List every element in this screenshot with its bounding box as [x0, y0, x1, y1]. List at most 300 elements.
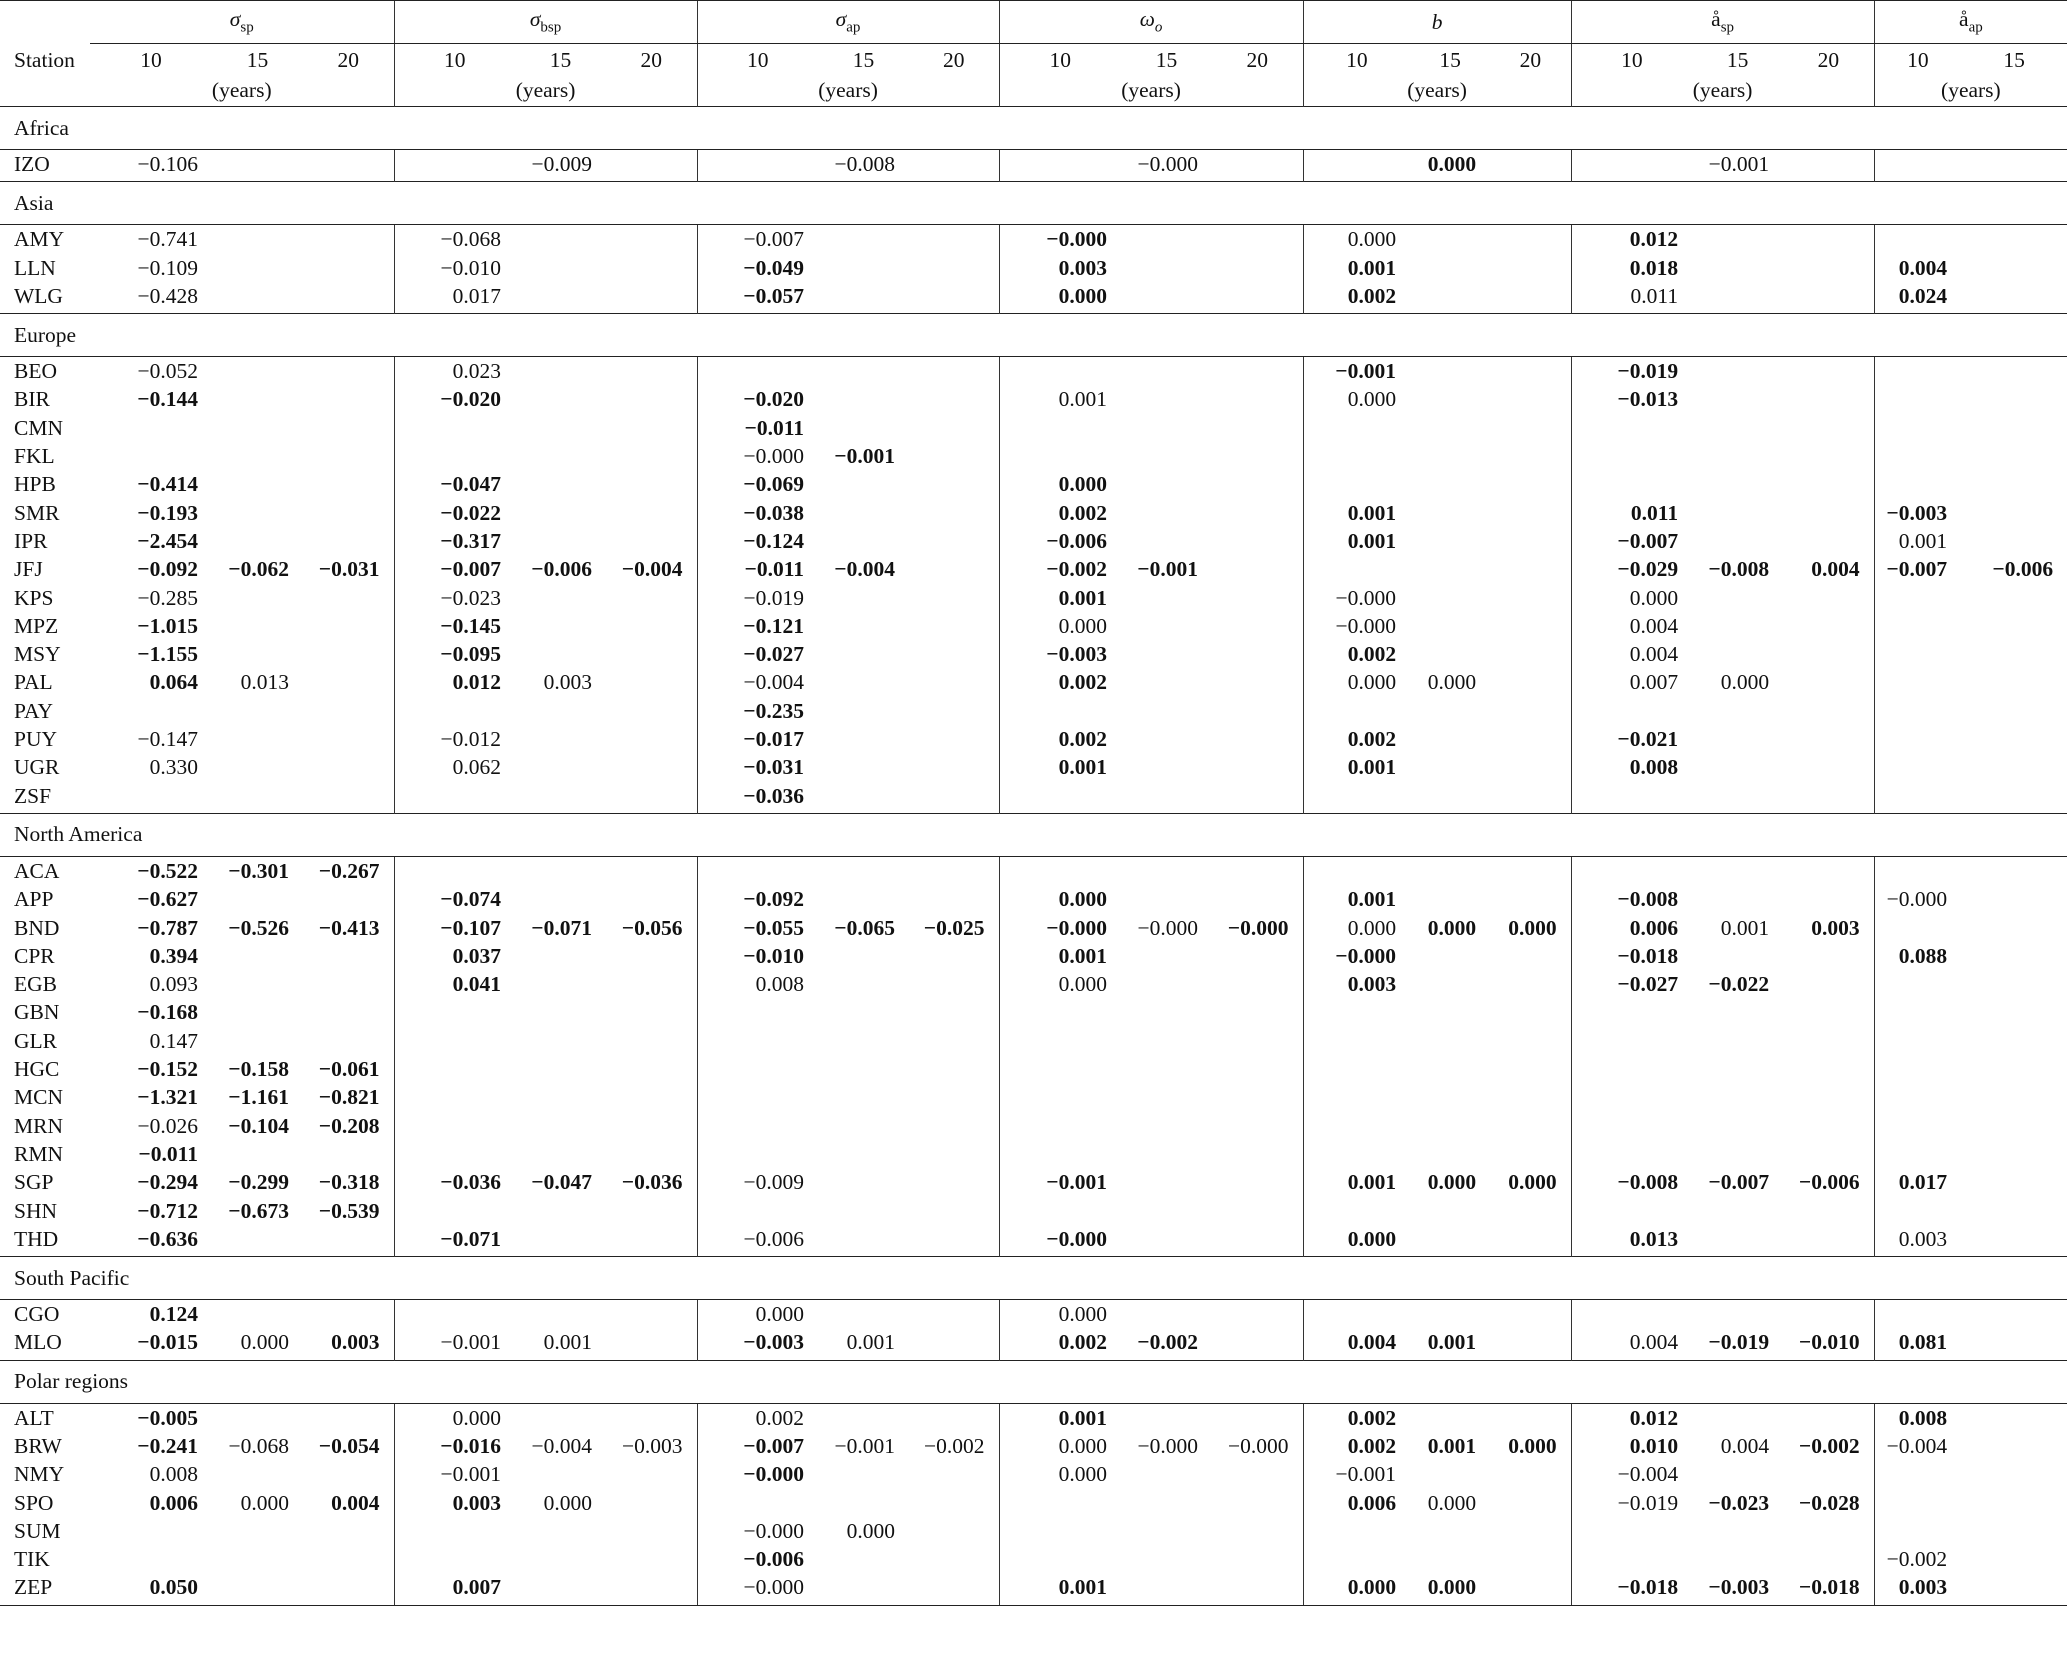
- value-cell: [1692, 357, 1783, 386]
- value-cell: [1490, 282, 1571, 314]
- station-code: ALT: [14, 1405, 54, 1430]
- value-cell: [1874, 998, 1961, 1026]
- value-cell: [303, 782, 394, 814]
- value-cell: [1961, 782, 2067, 814]
- value-cell: [1212, 442, 1303, 470]
- value-cell: −0.065: [834, 915, 896, 940]
- value-cell: [1121, 856, 1212, 885]
- station-code: BND: [14, 915, 60, 940]
- value-cell: [1783, 470, 1874, 498]
- value-cell: [1490, 414, 1571, 442]
- value-cell: −0.000: [697, 1573, 818, 1605]
- value-cell: 0.000: [1427, 915, 1477, 940]
- station-code: FKL: [14, 444, 55, 469]
- value-cell: 0.003: [1874, 1225, 1961, 1257]
- value-cell: 0.000: [1303, 668, 1410, 696]
- value-cell: −0.019: [1571, 1489, 1692, 1517]
- value-cell: [1303, 1055, 1410, 1083]
- value-cell: [1303, 1027, 1410, 1055]
- value-cell: [1410, 1197, 1490, 1225]
- value-cell: [1961, 942, 2067, 970]
- station-code: WLG: [14, 283, 63, 308]
- value-cell: −0.069: [697, 470, 818, 498]
- value-cell: 0.000: [999, 470, 1121, 498]
- value-cell: [1410, 612, 1490, 640]
- value-cell: [1692, 470, 1783, 498]
- value-cell: [909, 1112, 999, 1140]
- value-cell: [1961, 725, 2067, 753]
- value-cell: [1783, 753, 1874, 781]
- value-cell: [1212, 254, 1303, 282]
- value-cell: −0.015: [137, 1330, 198, 1355]
- value-cell: [1212, 753, 1303, 781]
- value-cell: [303, 254, 394, 282]
- value-cell: −0.055: [697, 914, 818, 942]
- value-cell: [212, 499, 303, 527]
- value-cell: [1212, 414, 1303, 442]
- value-cell: [697, 1140, 818, 1168]
- value-cell: [909, 998, 999, 1026]
- value-cell: [1410, 442, 1490, 470]
- value-cell: 0.394: [149, 943, 198, 968]
- value-cell: [1961, 385, 2067, 413]
- value-cell: [1961, 914, 2067, 942]
- group-subscript: o: [1154, 19, 1163, 36]
- value-cell: [212, 150, 303, 182]
- value-cell: [909, 1083, 999, 1111]
- value-cell: 0.024: [1874, 282, 1961, 314]
- value-cell: [1212, 1140, 1303, 1168]
- value-cell: [303, 1300, 394, 1329]
- value-cell: [818, 254, 909, 282]
- value-cell: [1783, 1225, 1874, 1257]
- value-cell: [1303, 470, 1410, 498]
- value-cell: 0.006: [1571, 914, 1692, 942]
- value-cell: 0.001: [1720, 915, 1770, 940]
- value-cell: [606, 225, 697, 254]
- value-cell: [1212, 782, 1303, 814]
- period-header: 10: [140, 48, 162, 72]
- value-cell: 0.001: [1303, 753, 1410, 781]
- value-cell: −0.008: [834, 152, 896, 176]
- value-cell: [1783, 357, 1874, 386]
- value-cell: [1212, 1112, 1303, 1140]
- value-cell: −0.056: [621, 915, 683, 940]
- value-cell: [515, 414, 606, 442]
- group-symbol: ω: [1139, 7, 1155, 32]
- station-row: [0, 1225, 2067, 1257]
- value-cell: [1692, 1083, 1783, 1111]
- value-cell: 0.124: [149, 1302, 198, 1327]
- years-label: (years): [1874, 76, 2067, 107]
- value-cell: [1961, 584, 2067, 612]
- value-cell: [818, 1225, 909, 1257]
- value-cell: [1692, 753, 1783, 781]
- value-cell: [1783, 1403, 1874, 1432]
- value-cell: [1571, 697, 1692, 725]
- value-cell: 0.017: [1874, 1168, 1961, 1196]
- station-row: [0, 1168, 2067, 1196]
- station-row: [0, 668, 2067, 696]
- station-row: [0, 499, 2067, 527]
- period-header: 20: [943, 48, 965, 72]
- value-cell: [1121, 697, 1212, 725]
- value-cell: [515, 527, 606, 555]
- station-row: [0, 1112, 2067, 1140]
- value-cell: [1121, 1545, 1212, 1573]
- value-cell: −0.001: [394, 1460, 515, 1488]
- value-cell: [1212, 1197, 1303, 1225]
- value-cell: [1121, 1300, 1212, 1329]
- value-cell: 0.001: [1427, 1330, 1477, 1355]
- value-cell: [1874, 150, 1961, 182]
- value-cell: [1490, 225, 1571, 254]
- value-cell: [212, 1573, 303, 1605]
- value-cell: −0.018: [1571, 1573, 1692, 1605]
- value-cell: 0.017: [394, 282, 515, 314]
- value-cell: [212, 942, 303, 970]
- value-cell: [999, 1489, 1121, 1517]
- value-cell: 0.004: [331, 1490, 380, 1515]
- value-cell: [818, 725, 909, 753]
- value-cell: −0.038: [697, 499, 818, 527]
- value-cell: [1874, 725, 1961, 753]
- group-subscript: ap: [1968, 19, 1983, 36]
- value-cell: [1121, 254, 1212, 282]
- value-cell: [1961, 1573, 2067, 1605]
- value-cell: −0.061: [318, 1057, 380, 1082]
- value-cell: [909, 357, 999, 386]
- value-cell: [1212, 225, 1303, 254]
- value-cell: [1410, 282, 1490, 314]
- value-cell: [1571, 1027, 1692, 1055]
- value-cell: [515, 1573, 606, 1605]
- value-cell: [818, 1545, 909, 1573]
- value-cell: −0.047: [531, 1170, 593, 1195]
- value-cell: [1692, 225, 1783, 254]
- value-cell: [999, 1517, 1121, 1545]
- value-cell: −0.000: [697, 1460, 818, 1488]
- value-cell: [394, 1140, 515, 1168]
- value-cell: [1490, 998, 1571, 1026]
- value-cell: [90, 414, 212, 442]
- value-cell: [606, 885, 697, 913]
- value-cell: 0.013: [240, 670, 289, 695]
- value-cell: 0.003: [331, 1330, 380, 1355]
- value-cell: [1490, 150, 1571, 182]
- station-code: SMR: [14, 500, 60, 525]
- value-cell: [1212, 470, 1303, 498]
- period-header: 20: [1817, 48, 1840, 72]
- value-cell: [303, 612, 394, 640]
- value-cell: [303, 668, 394, 696]
- value-cell: [303, 385, 394, 413]
- value-cell: [303, 1027, 394, 1055]
- value-cell: −0.019: [1708, 1330, 1770, 1355]
- value-cell: −0.022: [1708, 972, 1770, 997]
- value-cell: −0.054: [318, 1433, 380, 1458]
- value-cell: −0.107: [394, 914, 515, 942]
- value-cell: 0.004: [1571, 1328, 1692, 1360]
- value-cell: [303, 470, 394, 498]
- value-cell: [515, 1027, 606, 1055]
- value-cell: [303, 1545, 394, 1573]
- value-cell: [999, 697, 1121, 725]
- value-cell: [697, 1197, 818, 1225]
- value-cell: −0.031: [697, 753, 818, 781]
- value-cell: −0.009: [531, 152, 593, 176]
- station-row: [0, 1300, 2067, 1329]
- value-cell: [1121, 885, 1212, 913]
- value-cell: [1490, 470, 1571, 498]
- station-code: BRW: [14, 1433, 62, 1458]
- value-cell: 0.064: [149, 670, 198, 695]
- value-cell: [303, 885, 394, 913]
- value-cell: [606, 1460, 697, 1488]
- value-cell: [1121, 782, 1212, 814]
- value-cell: [1571, 1112, 1692, 1140]
- value-cell: [1874, 1197, 1961, 1225]
- value-cell: −0.741: [137, 227, 198, 252]
- value-cell: [606, 697, 697, 725]
- value-cell: [697, 998, 818, 1026]
- value-cell: −0.002: [1137, 1330, 1199, 1355]
- station-code: CMN: [14, 415, 63, 440]
- value-cell: [212, 357, 303, 386]
- value-cell: [1303, 150, 1410, 182]
- value-cell: [606, 1083, 697, 1111]
- value-cell: [818, 612, 909, 640]
- value-cell: [1783, 998, 1874, 1026]
- value-cell: [1121, 499, 1212, 527]
- value-cell: [394, 998, 515, 1026]
- value-cell: [1571, 1140, 1692, 1168]
- value-cell: [1490, 1460, 1571, 1488]
- station-row: [0, 970, 2067, 998]
- value-cell: [1783, 254, 1874, 282]
- value-cell: [515, 1055, 606, 1083]
- station-row: [0, 385, 2067, 413]
- value-cell: [1121, 1460, 1212, 1488]
- value-cell: [606, 942, 697, 970]
- value-cell: 0.000: [1508, 1170, 1557, 1195]
- value-cell: −0.007: [697, 225, 818, 254]
- value-cell: [1303, 1083, 1410, 1111]
- value-cell: [1961, 414, 2067, 442]
- value-cell: [909, 1197, 999, 1225]
- value-cell: −0.007: [1571, 527, 1692, 555]
- station-code: CPR: [14, 943, 55, 968]
- value-cell: [1571, 782, 1692, 814]
- value-cell: [1212, 1083, 1303, 1111]
- value-cell: [515, 856, 606, 885]
- value-cell: 0.001: [999, 584, 1121, 612]
- value-cell: [303, 1517, 394, 1545]
- station-row: [0, 697, 2067, 725]
- value-cell: [1692, 499, 1783, 527]
- value-cell: [1410, 640, 1490, 668]
- value-cell: [515, 612, 606, 640]
- value-cell: [909, 282, 999, 314]
- value-cell: [515, 254, 606, 282]
- value-cell: [1212, 885, 1303, 913]
- region-header: Asia: [0, 182, 2067, 225]
- value-cell: [818, 856, 909, 885]
- value-cell: [1303, 1140, 1410, 1168]
- value-cell: [1874, 1140, 1961, 1168]
- value-cell: [909, 442, 999, 470]
- value-cell: −0.047: [394, 470, 515, 498]
- value-cell: 0.002: [1303, 725, 1410, 753]
- value-cell: 0.006: [149, 1490, 198, 1515]
- value-cell: [1490, 584, 1571, 612]
- value-cell: −0.001: [834, 444, 896, 469]
- value-cell: −1.015: [137, 613, 198, 638]
- value-cell: −0.010: [394, 254, 515, 282]
- value-cell: [1874, 357, 1961, 386]
- value-cell: [909, 1328, 999, 1360]
- value-cell: [909, 1140, 999, 1168]
- station-row: [0, 254, 2067, 282]
- station-row: [0, 282, 2067, 314]
- value-cell: 0.001: [1427, 1433, 1477, 1458]
- period-header: 10: [999, 44, 1121, 77]
- value-cell: −0.007: [1874, 555, 1961, 583]
- station-row: [0, 1328, 2067, 1360]
- period-header: 15: [246, 48, 269, 72]
- value-cell: [303, 725, 394, 753]
- value-cell: [394, 782, 515, 814]
- value-cell: [1692, 640, 1783, 668]
- station-row: [0, 1083, 2067, 1111]
- value-cell: [1961, 442, 2067, 470]
- value-cell: [1212, 499, 1303, 527]
- value-cell: −0.000: [999, 1225, 1121, 1257]
- station-row: [0, 725, 2067, 753]
- station-code: THD: [14, 1226, 59, 1251]
- years-label: (years): [1303, 76, 1571, 107]
- value-cell: [1692, 414, 1783, 442]
- value-cell: [1303, 998, 1410, 1026]
- value-cell: [1961, 1403, 2067, 1432]
- value-cell: [1121, 725, 1212, 753]
- value-cell: −0.414: [137, 472, 198, 497]
- period-header: 10: [394, 44, 515, 77]
- value-cell: [1692, 1300, 1783, 1329]
- value-cell: [999, 357, 1121, 386]
- value-cell: [1490, 885, 1571, 913]
- station-row: [0, 753, 2067, 781]
- value-cell: [818, 385, 909, 413]
- value-cell: −0.002: [1798, 1433, 1860, 1458]
- value-cell: [1571, 1055, 1692, 1083]
- value-cell: [1961, 1168, 2067, 1196]
- station-code: SUM: [14, 1518, 61, 1543]
- value-cell: [303, 282, 394, 314]
- value-cell: [394, 1300, 515, 1329]
- value-cell: [818, 1027, 909, 1055]
- value-cell: [1874, 1517, 1961, 1545]
- value-cell: [1410, 942, 1490, 970]
- value-cell: [1571, 1083, 1692, 1111]
- station-row: [0, 1489, 2067, 1517]
- value-cell: [606, 1027, 697, 1055]
- value-cell: −0.092: [137, 557, 198, 582]
- value-cell: [1410, 725, 1490, 753]
- value-cell: [1692, 697, 1783, 725]
- value-cell: [303, 442, 394, 470]
- value-cell: [909, 885, 999, 913]
- value-cell: [1874, 1300, 1961, 1329]
- value-cell: −0.002: [924, 1433, 985, 1458]
- value-cell: [1410, 998, 1490, 1026]
- value-cell: 0.147: [149, 1028, 198, 1053]
- value-cell: [1303, 555, 1410, 583]
- value-cell: [1212, 1055, 1303, 1083]
- value-cell: [394, 1545, 515, 1573]
- years-label: (years): [394, 76, 697, 107]
- station-row: [0, 527, 2067, 555]
- value-cell: [1490, 697, 1571, 725]
- value-cell: [212, 970, 303, 998]
- value-cell: −0.673: [228, 1198, 289, 1223]
- value-cell: [606, 725, 697, 753]
- value-cell: [515, 225, 606, 254]
- value-cell: [303, 1225, 394, 1257]
- value-cell: [515, 697, 606, 725]
- value-cell: [394, 150, 515, 182]
- value-cell: [1212, 725, 1303, 753]
- value-cell: −0.017: [697, 725, 818, 753]
- value-cell: [1783, 640, 1874, 668]
- value-cell: [1121, 1055, 1212, 1083]
- value-cell: 0.000: [1508, 915, 1557, 940]
- value-cell: [606, 282, 697, 314]
- value-cell: −0.016: [394, 1432, 515, 1460]
- value-cell: −0.104: [228, 1113, 289, 1138]
- value-cell: [394, 697, 515, 725]
- value-cell: [818, 668, 909, 696]
- value-cell: [1490, 612, 1571, 640]
- value-cell: [909, 1055, 999, 1083]
- value-cell: 0.000: [999, 282, 1121, 314]
- value-cell: [909, 555, 999, 583]
- station-code: ZEP: [0, 1573, 90, 1605]
- value-cell: −0.018: [1571, 942, 1692, 970]
- value-cell: −0.031: [318, 557, 380, 582]
- value-cell: 0.001: [1303, 499, 1410, 527]
- station-code: SPO: [14, 1490, 54, 1515]
- group-header-0: [90, 1, 394, 44]
- value-cell: [909, 150, 999, 182]
- value-cell: −0.012: [394, 725, 515, 753]
- value-cell: [1490, 357, 1571, 386]
- period-header: 15: [1155, 48, 1178, 72]
- value-cell: [1212, 1168, 1303, 1196]
- value-cell: [1874, 385, 1961, 413]
- value-cell: −0.011: [138, 1141, 198, 1166]
- value-cell: −0.821: [318, 1085, 380, 1110]
- value-cell: [909, 942, 999, 970]
- station-code: MPZ: [14, 613, 59, 638]
- value-cell: [1783, 1300, 1874, 1329]
- value-cell: [515, 1403, 606, 1432]
- value-cell: [1874, 753, 1961, 781]
- group-symbol: b: [1431, 9, 1443, 34]
- value-cell: [303, 414, 394, 442]
- region-header: Polar regions: [0, 1360, 2067, 1403]
- value-cell: [1490, 527, 1571, 555]
